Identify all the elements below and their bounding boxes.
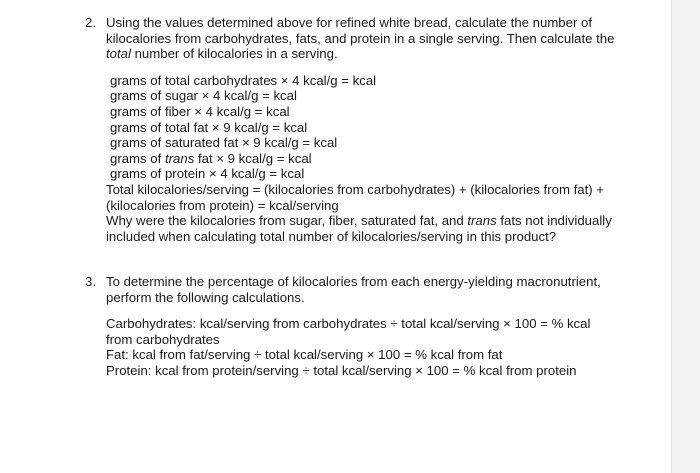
- why-question: Why were the kilocalories from sugar, fiber, saturated fat, and trans fats not individually included when calculating total number of kilocalories/serving in this product?: [106, 213, 612, 244]
- total-kilocalories-formula: Total kilocalories/serving = (kilocalories from carbohydrates) + (kilocalories from fat) + (kilocalories from protein) = kcal/serving: [106, 181, 605, 213]
- calc-line-total-fat: grams of total fat × 9 kcal/g = kcal: [110, 119, 308, 135]
- question-2: [85, 15, 615, 244]
- page-edge-margin: [671, 0, 700, 473]
- calc-line-saturated-fat: grams of saturated fat × 9 kcal/g = kcal: [110, 135, 338, 151]
- calc-percent-carbohydrates: Carbohydrates: kcal/serving from carbohydrates ÷ total kcal/serving × 100 = % kcal from carbohydrates: [106, 316, 591, 347]
- calc-line-sugar: grams of sugar × 4 kcal/g = kcal: [110, 88, 297, 104]
- question-3-intro: To determine the percentage of kilocalories from each energy-yielding macronutrient, perform the following calculations.: [106, 274, 601, 305]
- calc-line-fiber: grams of fiber × 4 kcal/g = kcal: [110, 103, 290, 119]
- question-3-number: 3.: [85, 274, 96, 289]
- calc-percent-protein: Protein: kcal from protein/serving ÷ total kcal/serving × 100 = % kcal from protein: [106, 362, 577, 378]
- calc-line-trans-fat: grams of trans fat × 9 kcal/g = kcal: [110, 150, 312, 166]
- calc-line-carbohydrates: grams of total carbohydrates × 4 kcal/g = kcal: [110, 72, 377, 88]
- question-2-intro: Using the values determined above for refined white bread, calculate the number of kilocalories from carbohydrates, fats, and protein in a single serving. Then calculate the total number of kilocalories in a serving.: [106, 15, 615, 62]
- calc-percent-fat: Fat: kcal from fat/serving ÷ total kcal/serving × 100 = % kcal from fat: [106, 347, 503, 363]
- question-3: [85, 274, 615, 379]
- question-2-number: 2.: [85, 15, 96, 30]
- calc-line-protein: grams of protein × 4 kcal/g = kcal: [110, 166, 305, 182]
